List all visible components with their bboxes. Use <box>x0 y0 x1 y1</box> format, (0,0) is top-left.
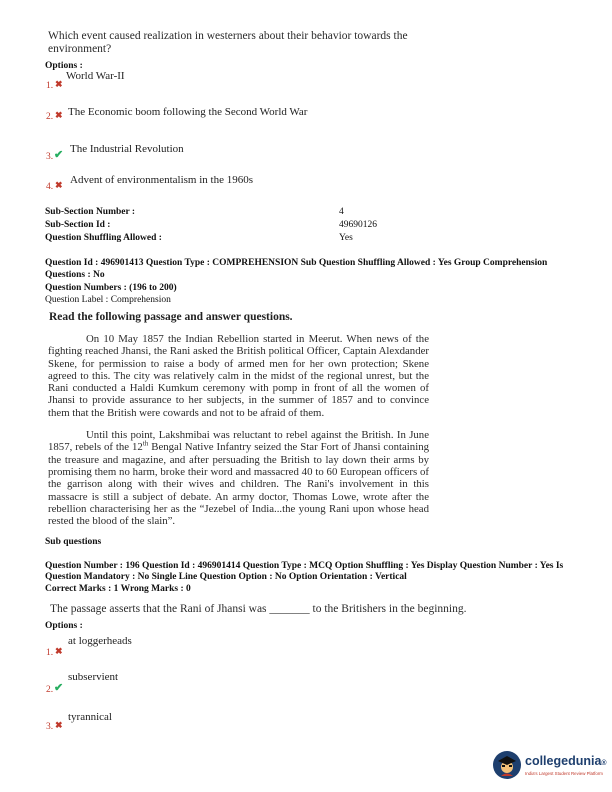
passage-paragraph: On 10 May 1857 the Indian Rebellion started in Meerut. When news of the fighting reached Jhansi, the Rani asked the British political Officer, Captain Alexdander Skene, for permission to raise a body of armed men for her own protection; Skene agreed to this. The city was relatively calm in the midst of the regional unrest, but the Rani conducted a Haldi Kumkum ceremony with pomp in front of all the women of Jhansi to provide assurance to her subjects, in the summer of 1857 and to convince them that the British were cowards and not to be afraid of them. <box>48 333 429 419</box>
logo-name: collegedunia® <box>525 754 607 768</box>
wrong-icon: ✖ <box>55 720 63 730</box>
option-number: 1. <box>46 648 54 658</box>
options-heading: Options : <box>45 621 83 631</box>
shuffle-label: Question Shuffling Allowed : <box>45 233 162 243</box>
option-item <box>46 635 246 659</box>
question-meta-line: Question Mandatory : No Single Line Question Option : No Option Orientation : Vertical <box>45 572 407 582</box>
option-label: at loggerheads <box>68 635 132 647</box>
logo-tagline: India's Largest Student Review Platform <box>525 771 603 776</box>
subsection-number-value: 4 <box>339 207 344 217</box>
option-number: 2. <box>46 685 54 695</box>
option-label: Advent of environmentalism in the 1960s <box>70 174 253 186</box>
option-item <box>46 70 346 90</box>
wrong-icon: ✖ <box>55 646 63 656</box>
passage-instruction: Read the following passage and answer questions. <box>49 311 293 323</box>
subsection-number-label: Sub-Section Number : <box>45 207 136 217</box>
option-label: World War-II <box>66 70 125 82</box>
option-item <box>46 106 346 126</box>
wrong-icon: ✖ <box>55 180 63 190</box>
correct-icon: ✔ <box>54 682 64 694</box>
wrong-icon: ✖ <box>55 79 63 89</box>
option-item <box>46 671 246 695</box>
passage-paragraph: Until this point, Lakshmibai was reluctant to rebel against the British. In June 1857, rebels of the 12th Bengal Native Infantry seized the Star Fort of Jhansi containing the treasure and magazine, and after persuading the British to lay down their arms by promising them no harm, broke their word and massacred 40 to 60 European officers of the garrison along with their wives and children. The Rani's involvement in this massacre is still a subject of debate. An army doctor, Thomas Lowe, wrote after the rebellion characterising her as the “Jezebel of India...the young Rani upon whose head rested the blood of the slain”. <box>48 429 429 528</box>
marks-line: Correct Marks : 1 Wrong Marks : 0 <box>45 584 191 594</box>
subsection-id-value: 49690126 <box>339 220 377 230</box>
collegedunia-logo <box>492 748 607 784</box>
option-number: 2. <box>46 112 54 122</box>
option-label: The Economic boom following the Second World War <box>68 106 308 118</box>
passage <box>48 333 429 537</box>
wrong-icon: ✖ <box>55 110 63 120</box>
option-label: subservient <box>68 671 119 683</box>
option-item <box>46 711 246 735</box>
option-label: The Industrial Revolution <box>70 143 184 155</box>
option-number: 3. <box>46 152 54 162</box>
graduate-icon <box>492 750 522 780</box>
question-text: Which event caused realization in westerners about their behavior towards the environment? <box>48 30 408 55</box>
question-meta-line: Question Number : 196 Question Id : 496901414 Question Type : MCQ Option Shuffling : Yes Display Question Number : Yes Is <box>45 561 564 571</box>
comprehension-meta-line: Questions : No <box>45 270 105 280</box>
sub-questions-heading: Sub questions <box>45 537 102 547</box>
option-item <box>46 143 346 163</box>
subsection-id-label: Sub-Section Id : <box>45 220 111 230</box>
option-number: 3. <box>46 722 54 732</box>
options-heading: Options : <box>45 61 83 71</box>
option-label: tyrannical <box>68 711 112 723</box>
correct-icon: ✔ <box>54 149 64 161</box>
question-numbers: Question Numbers : (196 to 200) <box>45 283 177 293</box>
question-label: Question Label : Comprehension <box>45 295 171 305</box>
option-number: 4. <box>46 182 54 192</box>
shuffle-value: Yes <box>339 233 353 243</box>
option-number: 1. <box>46 81 54 91</box>
option-item <box>46 174 346 194</box>
comprehension-meta-line: Question Id : 496901413 Question Type : COMPREHENSION Sub Question Shuffling Allowed : Yes Group Comprehension <box>45 258 548 268</box>
question-text: The passage asserts that the Rani of Jhansi was _______ to the Britishers in the beginning. <box>50 603 467 615</box>
